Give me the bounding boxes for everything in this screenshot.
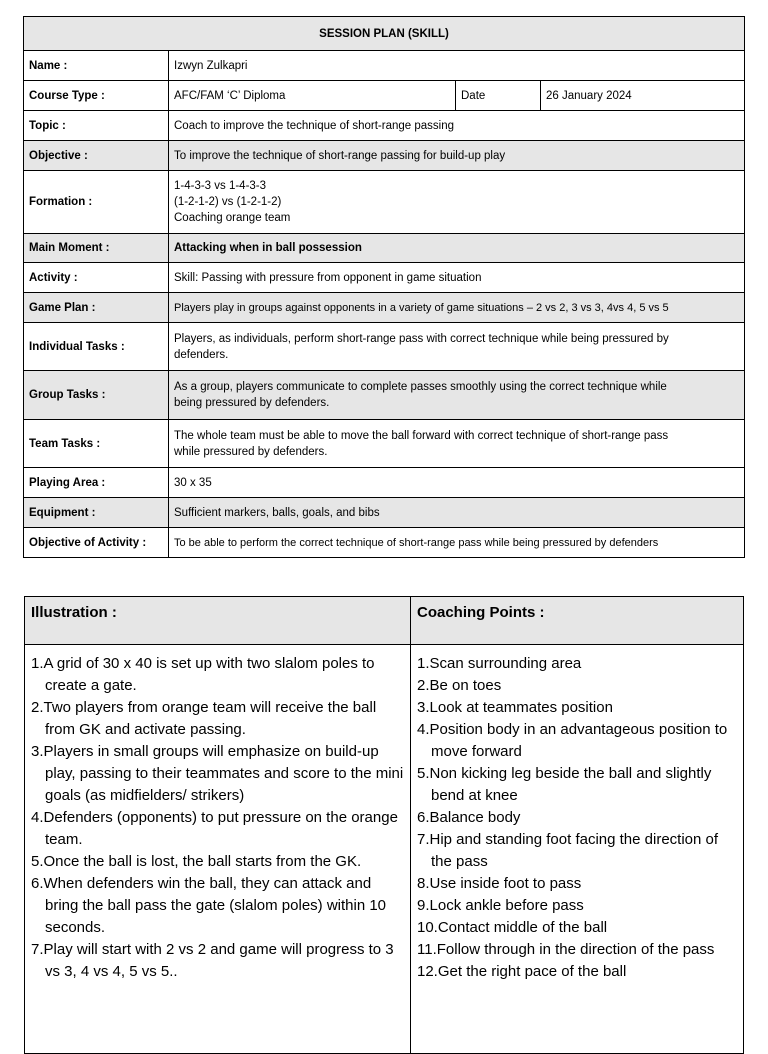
coaching-point: 6.Balance body [417,809,521,826]
team-tasks-line: The whole team must be able to move the ball forward with correct technique of short-range pass [174,429,669,442]
objective-label: Objective : [24,141,169,171]
coaching-points-heading: Coaching Points : [411,597,744,645]
coaching-point: 12.Get the right pace of the ball [417,963,627,980]
illustration-item: 7.Play will start with 2 vs 2 and game will progress to 3 vs 3, 4 vs 4, 5 vs 5.. [31,941,394,980]
formation-label: Formation : [24,171,169,234]
coaching-point: 9.Lock ankle before pass [417,897,584,914]
formation-line: 1-4-3-3 vs 1-4-3-3 [174,180,267,192]
individual-tasks-line: Players, as individuals, perform short-range pass with correct technique while being pressured by [174,332,669,345]
individual-tasks-value [169,323,745,371]
coaching-point: 2.Be on toes [417,677,502,694]
date-value: 26 January 2024 [541,81,745,111]
activity-value: Skill: Passing with pressure from opponent in game situation [169,263,745,293]
team-tasks-line: while pressured by defenders. [174,445,328,458]
main-moment-value: Attacking when in ball possession [169,234,745,263]
group-tasks-value [169,371,745,420]
illustration-item: 6.When defenders win the ball, they can attack and bring the ball pass the gate (slalom poles) within 10 seconds. [31,875,387,936]
coaching-point: 5.Non kicking leg beside the ball and slightly bend at knee [417,765,712,804]
game-plan-label: Game Plan : [24,293,169,323]
illustration-list [25,645,411,1054]
topic-label: Topic : [24,111,169,141]
group-tasks-line: As a group, players communicate to complete passes smoothly using the correct technique while [174,381,667,393]
coaching-point: 11.Follow through in the direction of the pass [417,941,715,958]
objective-of-activity-label: Objective of Activity : [24,528,169,558]
coaching-point: 1.Scan surrounding area [417,655,582,672]
equipment-value: Sufficient markers, balls, goals, and bibs [169,498,745,528]
coaching-point: 3.Look at teammates position [417,699,613,716]
team-tasks-label: Team Tasks : [24,420,169,468]
game-plan-value: Players play in groups against opponents in a variety of game situations – 2 vs 2, 3 vs 3, 4vs 4, 5 vs 5 [169,293,745,323]
name-value: Izwyn Zulkapri [169,51,745,81]
formation-value [169,171,745,234]
coaching-point: 4.Position body in an advantageous position to move forward [417,721,728,760]
playing-area-value: 30 x 35 [169,468,745,498]
coaching-points-list [411,645,744,1054]
course-type-value: AFC/FAM ‘C’ Diploma [169,81,456,111]
group-tasks-line: being pressured by defenders. [174,397,330,409]
objective-value: To improve the technique of short-range passing for build-up play [169,141,745,171]
illustration-item: 4.Defenders (opponents) to put pressure on the orange team. [31,809,398,848]
illustration-item: 1.A grid of 30 x 40 is set up with two slalom poles to create a gate. [31,655,375,694]
name-label: Name : [24,51,169,81]
illustration-coaching-table [24,596,744,1054]
coaching-point: 10.Contact middle of the ball [417,919,608,936]
team-tasks-value [169,420,745,468]
date-label: Date [456,81,541,111]
illustration-item: 2.Two players from orange team will receive the ball from GK and activate passing. [31,699,377,738]
illustration-item: 3.Players in small groups will emphasize on build-up play, passing to their teammates and score to the mini goals (as midfielders/ strikers) [31,743,404,804]
coaching-point: 7.Hip and standing foot facing the direction of the pass [417,831,719,870]
session-plan-table [23,16,745,558]
course-type-label: Course Type : [24,81,169,111]
individual-tasks-line: defenders. [174,348,229,361]
coaching-point: 8.Use inside foot to pass [417,875,582,892]
session-plan-title: SESSION PLAN (SKILL) [24,17,745,51]
illustration-heading: Illustration : [25,597,411,645]
main-moment-label: Main Moment : [24,234,169,263]
group-tasks-label: Group Tasks : [24,371,169,420]
individual-tasks-label: Individual Tasks : [24,323,169,371]
formation-line: (1-2-1-2) vs (1-2-1-2) [174,196,282,208]
illustration-item: 5.Once the ball is lost, the ball starts from the GK. [31,853,362,870]
equipment-label: Equipment : [24,498,169,528]
activity-label: Activity : [24,263,169,293]
formation-line: Coaching orange team [174,212,291,224]
topic-value: Coach to improve the technique of short-range passing [169,111,745,141]
objective-of-activity-value: To be able to perform the correct technique of short-range pass while being pressured by defenders [169,528,745,558]
playing-area-label: Playing Area : [24,468,169,498]
